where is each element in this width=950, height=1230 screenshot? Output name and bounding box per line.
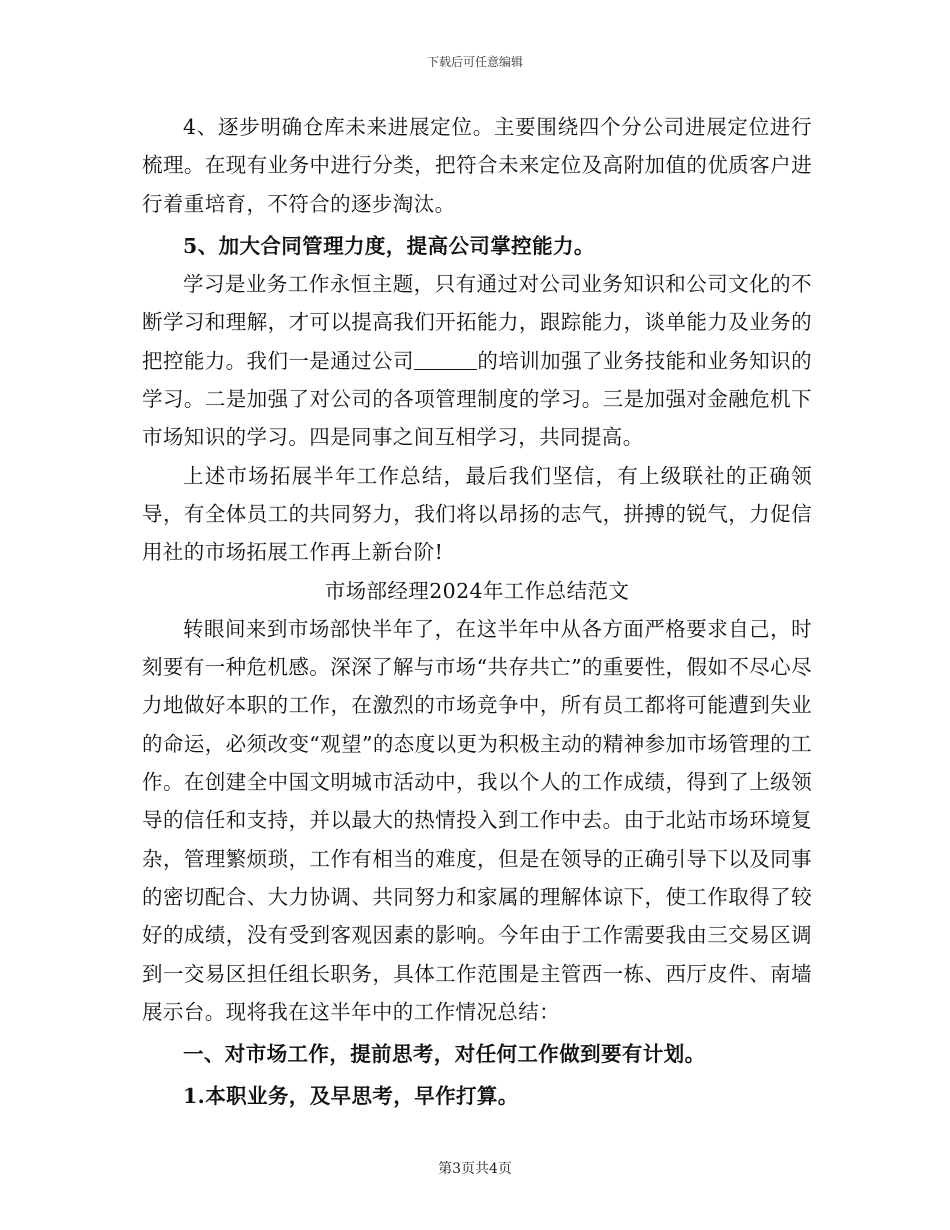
paragraph-warehouse-positioning: 4、逐步明确仓库未来进展定位。主要围绕四个分公司进展定位进行梳理。在现有业务中进行分类，把符合未来定位及高附加值的优质客户进行着重培育，不符合的逐步淘汰。 [142, 115, 812, 216]
paragraph-learning-part1: 学习是业务工作永恒主题，只有通过对公司业务知识和公司文化的不断学习和理解，才可以提高我们开拓能力，跟踪能力，谈单能力及业务的把控能力。我们一是通过公司 [142, 272, 812, 373]
fill-in-blank [414, 346, 478, 370]
page-header: 下载后可任意编辑 [426, 55, 523, 69]
paragraph-learning-part2: 的培训加强了业务技能和业务知识的学习。二是加强了对公司的各项管理制度的学习。三是加强对金融危机下市场知识的学习。四是同事之间互相学习，共同提高。 [142, 348, 812, 450]
paragraph-learning [142, 265, 812, 456]
heading-subsection-one: 1.本职业务，及早思考，早作打算。 [183, 1084, 519, 1109]
paragraph-intro: 转眼间来到市场部快半年了，在这半年中从各方面严格要求自己，时刻要有一种危机感。深深了解与市场“共存共亡”的重要性，假如不尽心尽力地做好本职的工作，在激烈的市场竞争中，所有员工都将可能遭到失业的命运，必须改变“观望”的态度以更为积极主动的精神参加市场管理的工作。在创建全中国文明城市活动中，我以个人的工作成绩，得到了上级领导的信任和支持，并以最大的热情投入到工作中去。由于北站市场环境复杂，管理繁烦琐，工作有相当的难度，但是在领导的正确引导下以及同事的密切配合、大力协调、共同努力和家属的理解体谅下，使工作取得了较好的成绩，没有受到客观因素的影响。今年由于工作需要我由三交易区调到一交易区担任组长职务，具体工作范围是主管西一栋、西厅皮件、南墙展示台。现将我在这半年中的工作情况总结： [142, 616, 812, 1024]
heading-section-one: 一、对市场工作，提前思考，对任何工作做到要有计划。 [183, 1042, 706, 1067]
document-body [142, 108, 812, 1116]
heading-contract-management: 5、加大合同管理力度，提高公司掌控能力。 [183, 233, 595, 258]
paragraph-conclusion: 上述市场拓展半年工作总结，最后我们坚信，有上级联社的正确领导，有全体员工的共同努力，我们将以昂扬的志气，拼搏的锐气，力促信用社的市场拓展工作再上新台阶! [142, 463, 812, 565]
page-footer: 第3页共4页 [438, 1161, 512, 1177]
document-title: 市场部经理2024年工作总结范文 [324, 578, 630, 603]
